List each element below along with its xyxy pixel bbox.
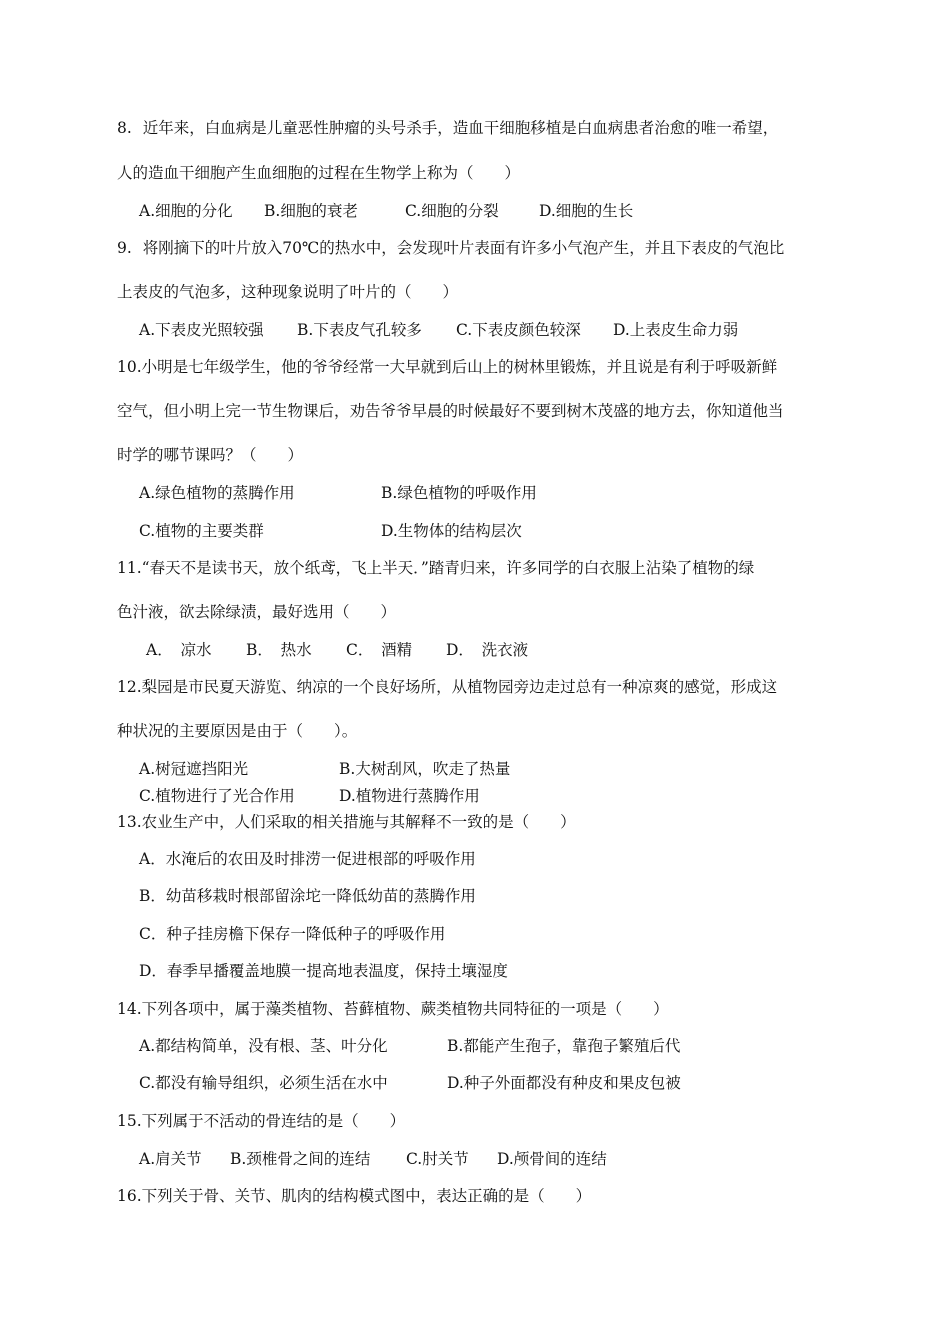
question-11-stem-line-1: 11.“春天不是读书天，放个纸鸢，飞上半天．”踏青归来，许多同学的白衣服上沾染了植物的绿 <box>117 559 755 577</box>
question-9-stem-line-1: 9. 将刚摘下的叶片放入70℃的热水中，会发现叶片表面有许多小气泡产生，并且下表皮的气泡比 <box>117 239 785 257</box>
question-12-option-c: C.植物进行了光合作用 <box>139 787 295 805</box>
question-14-option-a: A.都结构简单，没有根、茎、叶分化 <box>139 1037 388 1055</box>
question-14-number: 14. <box>117 1000 142 1018</box>
question-10-stem-line-2: 空气，但小明上完一节生物课后，劝告爷爷早晨的时候最好不要到树木茂盛的地方去，你知道他当 <box>117 402 784 420</box>
question-8-number: 8. <box>117 119 132 137</box>
question-13-number: 13. <box>117 813 142 831</box>
question-9-option-d: D.上表皮生命力弱 <box>613 321 739 339</box>
question-15-option-a: A.肩关节 <box>139 1150 202 1168</box>
question-12-stem-line-2: 种状况的主要原因是由于（ ）。 <box>117 722 358 740</box>
question-10-number: 10. <box>117 358 142 376</box>
question-9-option-c: C.下表皮颜色较深 <box>456 321 581 339</box>
question-14-option-c: C.都没有输导组织，必须生活在水中 <box>139 1074 388 1092</box>
question-11-option-a: A． 凉水 <box>146 641 212 659</box>
question-8-option-d: D.细胞的生长 <box>539 202 634 220</box>
question-14-option-b: B.都能产生孢子，靠孢子繁殖后代 <box>447 1037 681 1055</box>
question-9-option-a: A.下表皮光照较强 <box>139 321 264 339</box>
question-13-option-b: B．幼苗移栽时根部留涂坨一降低幼苗的蒸腾作用 <box>139 887 476 905</box>
question-9-number: 9. <box>117 239 132 257</box>
question-10-option-c: C.植物的主要类群 <box>139 522 264 540</box>
question-15-stem-line-1: 15.下列属于不活动的骨连结的是（ ） <box>117 1112 406 1130</box>
question-16-number: 16. <box>117 1187 142 1205</box>
question-12-option-b: B.大树刮风，吹走了热量 <box>339 760 511 778</box>
question-15-option-d: D.颅骨间的连结 <box>497 1150 607 1168</box>
question-16-stem-line-1: 16.下列关于骨、关节、肌肉的结构模式图中，表达正确的是（ ） <box>117 1187 592 1205</box>
question-11-option-d: D． 洗衣液 <box>446 641 529 659</box>
question-10-option-a: A.绿色植物的蒸腾作用 <box>139 484 295 502</box>
question-11-option-c: C． 酒精 <box>346 641 413 659</box>
question-12-option-a: A.树冠遮挡阳光 <box>139 760 249 778</box>
question-13-option-c: C．种子挂房檐下保存一降低种子的呼吸作用 <box>139 925 446 943</box>
question-8-stem-line-1: 8. 近年来，白血病是儿童恶性肿瘤的头号杀手，造血干细胞移植是白血病患者治愈的唯一希望， <box>117 119 779 137</box>
question-12-option-d: D.植物进行蒸腾作用 <box>339 787 480 805</box>
question-8-option-a: A.细胞的分化 <box>139 202 233 220</box>
question-12-stem-line-1: 12.梨园是市民夏天游览、纳凉的一个良好场所，从植物园旁边走过总有一种凉爽的感觉，形成这 <box>117 678 778 696</box>
question-9-stem-line-2: 上表皮的气泡多，这种现象说明了叶片的（ ） <box>117 283 459 301</box>
question-10-stem-line-1: 10.小明是七年级学生，他的爷爷经常一大早就到后山上的树林里锻炼，并且说是有利于呼吸新鲜 <box>117 358 778 376</box>
question-8-option-b: B.细胞的衰老 <box>264 202 358 220</box>
question-10-stem-line-3: 时学的哪节课吗？（ ） <box>117 446 304 464</box>
question-12-number: 12. <box>117 678 142 696</box>
question-11-option-b: B． 热水 <box>246 641 312 659</box>
question-14-stem-line-1: 14.下列各项中，属于藻类植物、苔藓植物、蕨类植物共同特征的一项是（ ） <box>117 1000 669 1018</box>
question-15-option-c: C.肘关节 <box>406 1150 469 1168</box>
question-9-option-b: B.下表皮气孔较多 <box>297 321 422 339</box>
question-15-option-b: B.颈椎骨之间的连结 <box>230 1150 371 1168</box>
question-8-stem-line-2: 人的造血干细胞产生血细胞的过程在生物学上称为（ ） <box>117 164 521 182</box>
question-10-option-b: B.绿色植物的呼吸作用 <box>381 484 537 502</box>
question-8-option-c: C.细胞的分裂 <box>405 202 499 220</box>
question-13-stem-line-1: 13.农业生产中，人们采取的相关措施与其解释不一致的是（ ） <box>117 813 576 831</box>
question-11-number: 11. <box>117 559 142 577</box>
question-10-option-d: D.生物体的结构层次 <box>381 522 522 540</box>
question-14-option-d: D.种子外面都没有种皮和果皮包被 <box>447 1074 681 1092</box>
question-13-option-a: A．水淹后的农田及时排涝一促进根部的呼吸作用 <box>139 850 476 868</box>
question-11-stem-line-2: 色汁液，欲去除绿渍，最好选用（ ） <box>117 603 397 621</box>
question-13-option-d: D．春季早播覆盖地膜一提高地表温度，保持土壤湿度 <box>139 962 508 980</box>
question-15-number: 15. <box>117 1112 142 1130</box>
